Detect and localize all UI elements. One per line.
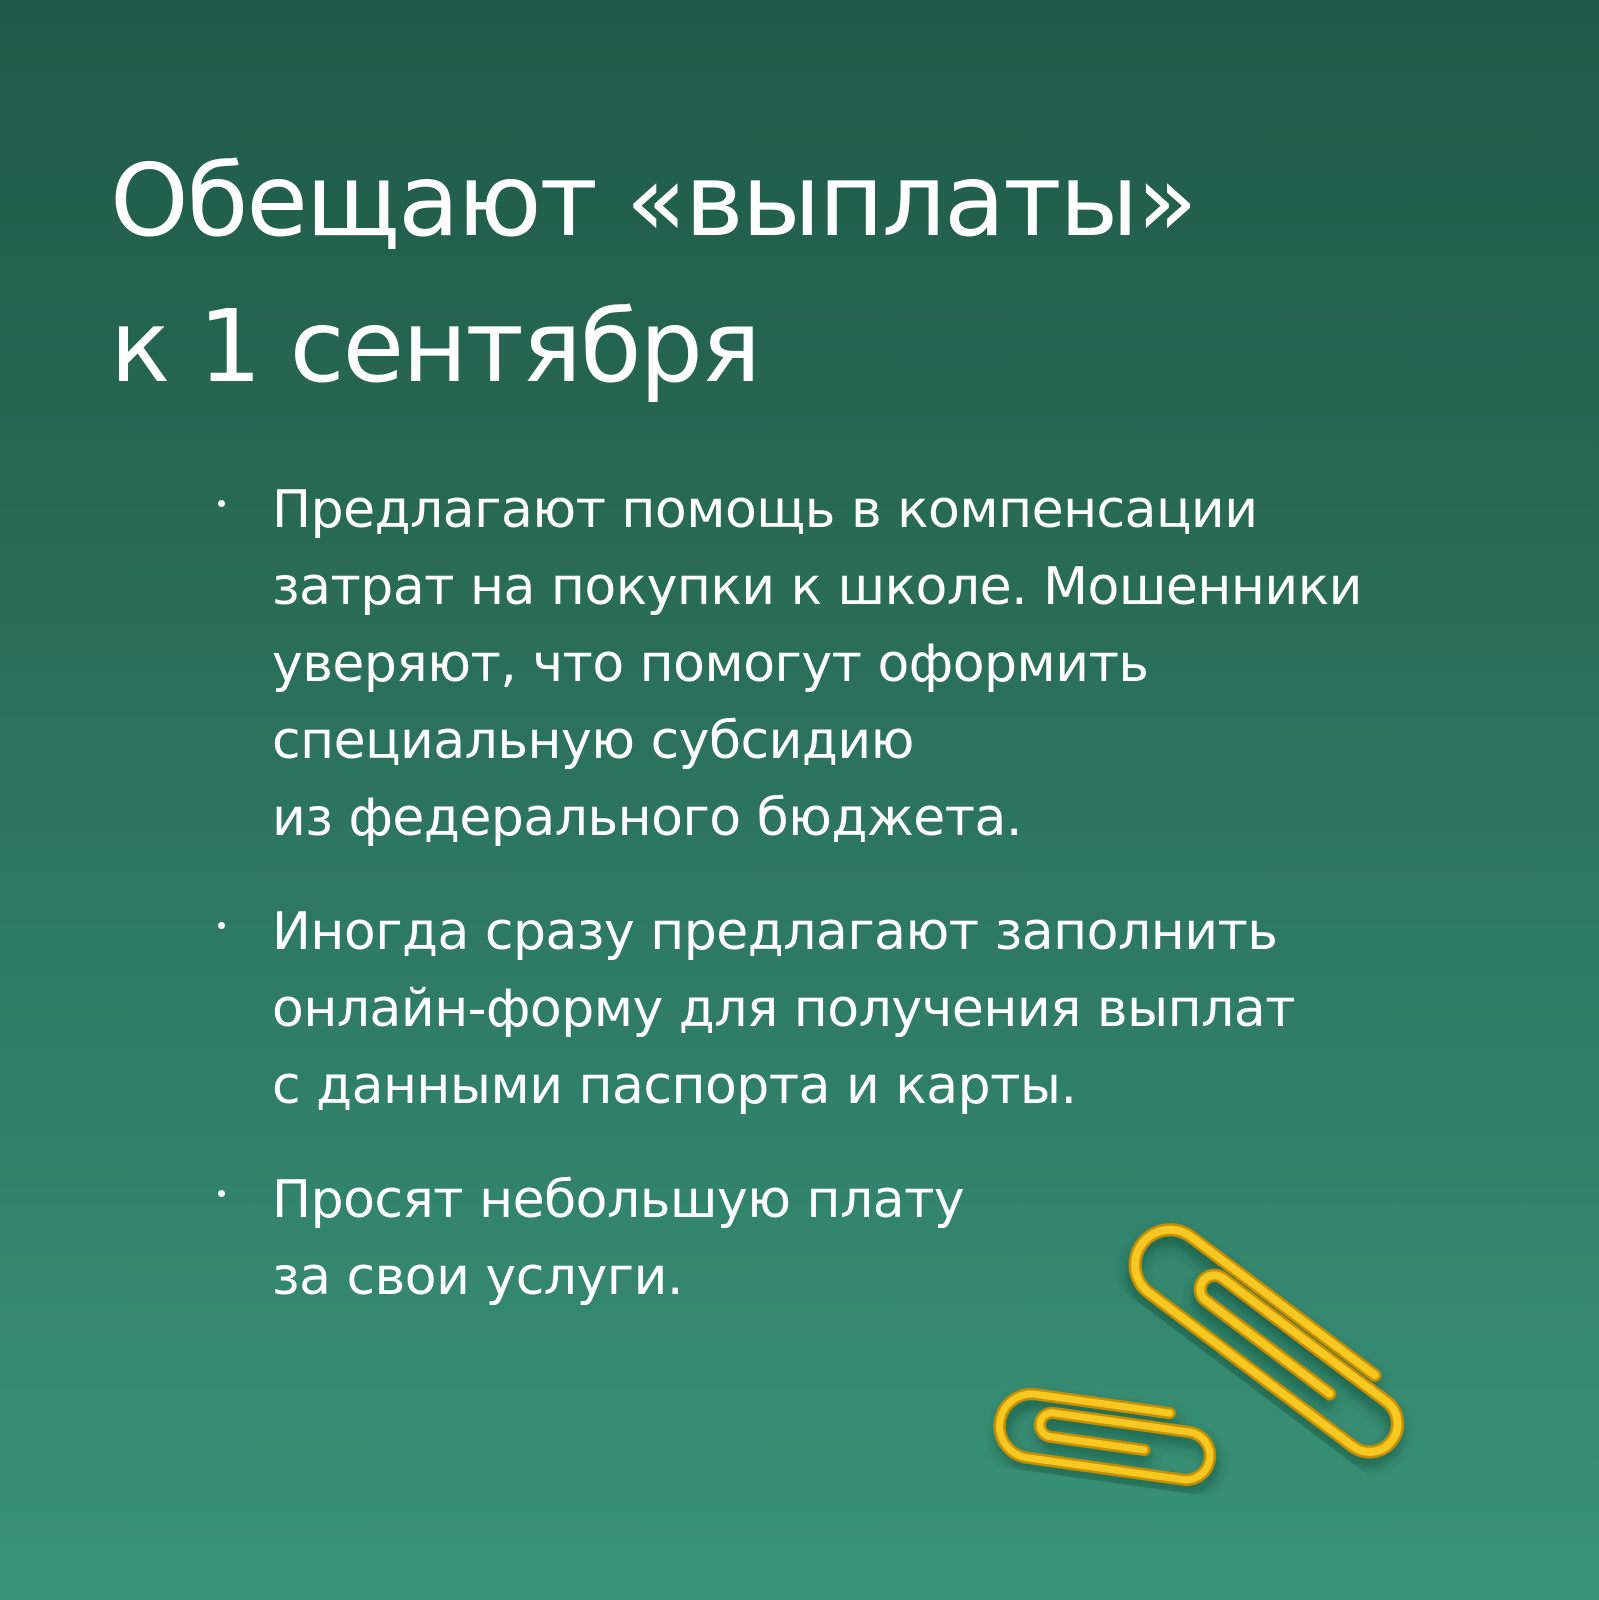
list-item-line: Просят небольшую плату <box>272 1170 965 1230</box>
bullet-dot <box>218 500 225 507</box>
list-item-line: из федерального бюджета. <box>272 788 1022 848</box>
list-item-line: специальную субсидию <box>272 711 914 771</box>
list-item-line: уверяют, что помогут оформить <box>272 634 1149 694</box>
page-title <box>110 128 1510 420</box>
list-item <box>210 472 1490 857</box>
list-item <box>210 1162 1490 1316</box>
paperclip-icon <box>995 1390 1215 1483</box>
bullet-dot <box>218 922 225 929</box>
list-item-line: за свои услуги. <box>272 1247 683 1307</box>
list-item-line: онлайн-форму для получения выплат <box>272 979 1296 1039</box>
title-line-1: Обещают «выплаты» <box>110 142 1196 259</box>
bullet-list <box>210 472 1490 1353</box>
list-item-line: Предлагают помощь в компенсации <box>272 480 1258 540</box>
list-item-line: затрат на покупки к школе. Мошенники <box>272 557 1362 617</box>
title-line-2: к 1 сентября <box>110 288 760 405</box>
list-item-line: Иногда сразу предлагают заполнить <box>272 902 1278 962</box>
list-item-line: с данными паспорта и карты. <box>272 1056 1077 1116</box>
list-item <box>210 894 1490 1125</box>
bullet-dot <box>218 1190 225 1197</box>
